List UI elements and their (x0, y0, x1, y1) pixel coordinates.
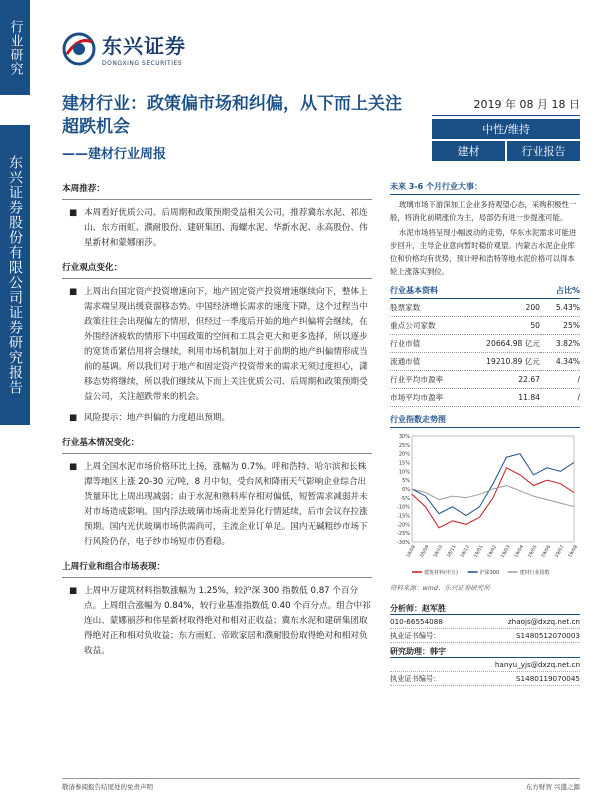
series-line (412, 454, 574, 516)
info-value: 11.84 (465, 389, 540, 407)
side-column (390, 180, 580, 686)
analyst-phone: 010-66554088 (390, 617, 443, 626)
info-pct: 5.43% (540, 299, 580, 317)
x-tick-label: 19/04 (514, 544, 526, 559)
report-meta (432, 96, 580, 161)
info-row (390, 371, 580, 389)
info-pct: 4.34% (540, 353, 580, 371)
assistant-cert: S1480119070045 (515, 674, 580, 683)
y-tick-label: 0% (402, 487, 410, 493)
future-events-heading: 未来 3-6 个月行业大事： (390, 180, 580, 195)
paragraph (62, 285, 372, 405)
info-pct: 3.82% (540, 335, 580, 353)
y-tick-label: 30% (398, 434, 410, 440)
info-row (390, 299, 580, 317)
y-tick-label: -5% (400, 495, 410, 502)
analyst-block (390, 603, 580, 686)
paragraph (62, 584, 372, 659)
analyst-contact (390, 615, 580, 629)
x-tick-label: 19/06 (541, 544, 553, 559)
info-value: 19210.89 亿元 (465, 353, 540, 371)
y-tick-label: 20% (398, 451, 410, 458)
info-value: 20664.98 亿元 (465, 335, 540, 353)
assistant-heading: 研究助理：韩宇 (390, 646, 580, 658)
bullet-icon: ■ (68, 208, 78, 218)
report-subtitle: ——建材行业周报 (62, 147, 167, 162)
brand-logo (62, 30, 186, 67)
info-row (390, 317, 580, 335)
analyst-email[interactable]: zhaojs@dxzq.net.cn (507, 617, 580, 626)
y-tick-label: 10% (398, 469, 410, 476)
bullet-icon: ■ (68, 586, 78, 596)
bullet-icon: ■ (68, 413, 78, 423)
y-tick-label: -15% (397, 513, 410, 520)
y-tick-label: -20% (397, 522, 410, 529)
logo-mark-icon (62, 32, 96, 66)
series-line (412, 486, 574, 507)
info-row (390, 389, 580, 407)
index-chart (390, 430, 580, 580)
footer-slogan: 东方财智 兴盛之源 (525, 783, 580, 791)
y-tick-label: -30% (397, 540, 410, 546)
paragraph-text: 上周全国水泥市场价格环比上扬，涨幅为 0.7%。呼和浩特、哈尔滨和长株潭等地区上涨 20-30 元/吨，8 月中旬，受台风和降雨天气影响企业综合出货量环比上周出现减弱；由于水泥和熟料库存相对偏低，短暂需求减弱并未对市场造成影响。国内浮法玻璃市场南北差异化行情延续，后市会议存拉涨预期。国内光伏玻璃市场供需尚可，主流企业订单足。国内无碱粗纱市场下行风险仍存，电子纱市场短市仍看稳。 (84, 462, 368, 547)
x-tick-label: 18/11 (446, 544, 458, 559)
x-tick-label: 18/10 (433, 544, 445, 559)
paragraph-text: 上周申万建筑材料指数涨幅为 1.25%，较沪深 300 指数低 0.87 个百分点。上周组合涨幅为 0.84%，较行业基准指数低 0.40 个百分点。组合中祁连山、蒙娜丽莎和伟星新材取得绝对和相对正收益；冀东水泥和建研集团取得绝对正和相对负收益；东方雨虹、帝欧家居和濮耐股份取得绝对和相对负收益。 (84, 586, 371, 656)
x-tick-label: 19/03 (500, 544, 512, 559)
section-heading: 行业观点变化： (62, 259, 372, 279)
industry-info-title: 行业基本资料 (390, 286, 438, 295)
bullet-icon: ■ (68, 462, 78, 472)
y-tick-label: 5% (402, 478, 410, 485)
info-pct: / (540, 371, 580, 389)
report-type-tag: 行业报告 (507, 141, 580, 161)
section-heading: 本周推荐： (62, 180, 372, 200)
info-label: 行业市值 (390, 335, 465, 353)
legend-label: 建筑材料(申万) (424, 570, 458, 576)
paragraph-text: 上周出台国定资产投资增速向下，地产固定资产投资增速继续向下，整体上需求端呈现出缓衰溜移态势。中国经济增长需求的速度下降，这个过程当中政策往往会出现偏左的情形，但经过一季度后开始的地产纠偏将会继续，在外围经济疲软的情形下中国政策的空间和工具会更大和更多选择，所以逐步的宽货币紧信用将会继续，利用市场机制加上对于前期的地产纠偏情形成当前的基调。所以我们对于地产和固定资产投资带来的需求无须过度担心，潇移态势将继续，所以我们继续从下而上关注优质公司、后周期和政策预期受益公司，关注超跌带来的机会。 (84, 287, 368, 402)
assistant-cert-row (390, 672, 580, 686)
industry-info-table (390, 299, 580, 407)
legend-label: 建材行业指数 (519, 570, 550, 576)
rating-badge: 中性/维持 (432, 119, 580, 139)
chart-heading: 行业指数走势图 (390, 413, 580, 428)
industry-info-heading (390, 284, 580, 299)
y-tick-label: -25% (397, 531, 410, 538)
report-date: 2019 年 08 月 18 日 (432, 96, 580, 116)
y-tick-label: -10% (397, 504, 410, 511)
info-pct: / (540, 389, 580, 407)
industry-info-pct-header: 占比% (555, 286, 580, 295)
y-tick-label: 15% (398, 460, 410, 467)
section-heading: 行业基本情况变化： (62, 434, 372, 454)
x-tick-label: 18/12 (460, 544, 472, 559)
analyst-heading: 分析师：赵军胜 (390, 603, 580, 615)
info-label: 流通市值 (390, 353, 465, 371)
report-title: 建材行业：政策偏市场和纠偏，从下而上关注超跌机会 (62, 94, 402, 137)
info-label: 股票家数 (390, 299, 465, 317)
disclaimer-note: 敬请参阅报告结尾处的免责声明 (62, 783, 153, 791)
info-pct: 25% (540, 317, 580, 335)
cert-label: 执业证书编号： (390, 674, 441, 683)
x-tick-label: 19/05 (527, 544, 539, 559)
chart-source: 资料来源：wind、东兴证券研究所 (390, 584, 490, 592)
info-label: 行业平均市盈率 (390, 371, 465, 389)
main-column (62, 180, 372, 665)
assistant-contact (390, 658, 580, 672)
brand-name-cn: 东兴证券 (102, 34, 186, 58)
page-footer (62, 778, 580, 791)
x-tick-label: 19/08 (568, 544, 580, 559)
x-tick-label: 18/09 (419, 544, 431, 559)
info-value: 50 (465, 317, 540, 335)
y-tick-label: 25% (398, 442, 410, 449)
future-events-text: 玻璃市场下游深加工企业多持观望心态，采购积极性一般，将消化前期涨价为主，局部仍有进一步提涨可能。 (390, 200, 577, 222)
paragraph (62, 411, 372, 426)
future-events-text: 水泥市场将呈现小幅波动的走势，华东水泥需求可能进步回升，主导企业意向暂时稳价观望。内蒙古水泥企业库位和价格均有优势，预计呼和浩特等地水泥价格可以得本轮上涨落实到位。 (390, 228, 577, 276)
industry-tag: 建材 (432, 141, 505, 161)
info-value: 22.67 (465, 371, 540, 389)
assistant-email[interactable]: hanyu_yjs@dxzq.net.cn (494, 660, 580, 669)
paragraph (62, 206, 372, 251)
risk-text: 风险提示：地产纠偏的力度超出预期。 (84, 413, 231, 423)
x-tick-label: 19/02 (487, 544, 499, 559)
company-band: 东兴证券股份有限公司证券研究报告 (0, 125, 30, 425)
legend-label: 沪深300 (479, 570, 500, 576)
paragraph-text: 本周看好优质公司、后周期和政策预期受益相关公司，推荐冀东水泥、祁连山、东方雨虹、濮耐股份、建研集团、海螺水泥、华新水泥、永高股份、伟星新材和蒙娜丽莎。 (84, 208, 368, 248)
x-tick-label: 19/07 (554, 544, 566, 559)
analyst-cert: S1480512070003 (515, 631, 580, 640)
category-band: 行业研究 (0, 0, 30, 95)
cert-label: 执业证书编号： (390, 631, 441, 640)
bullet-icon: ■ (68, 287, 78, 297)
analyst-cert-row (390, 629, 580, 643)
info-row (390, 353, 580, 371)
info-row (390, 335, 580, 353)
x-tick-label: 18/08 (406, 544, 418, 559)
brand-name-en: DONGXING SECURITIES (102, 60, 183, 67)
paragraph (62, 460, 372, 550)
info-label: 市场平均市盈率 (390, 389, 465, 407)
info-value: 200 (465, 299, 540, 317)
x-tick-label: 19/01 (473, 544, 485, 559)
info-label: 重点公司家数 (390, 317, 465, 335)
section-heading: 上周行业和组合市场表现： (62, 558, 372, 578)
